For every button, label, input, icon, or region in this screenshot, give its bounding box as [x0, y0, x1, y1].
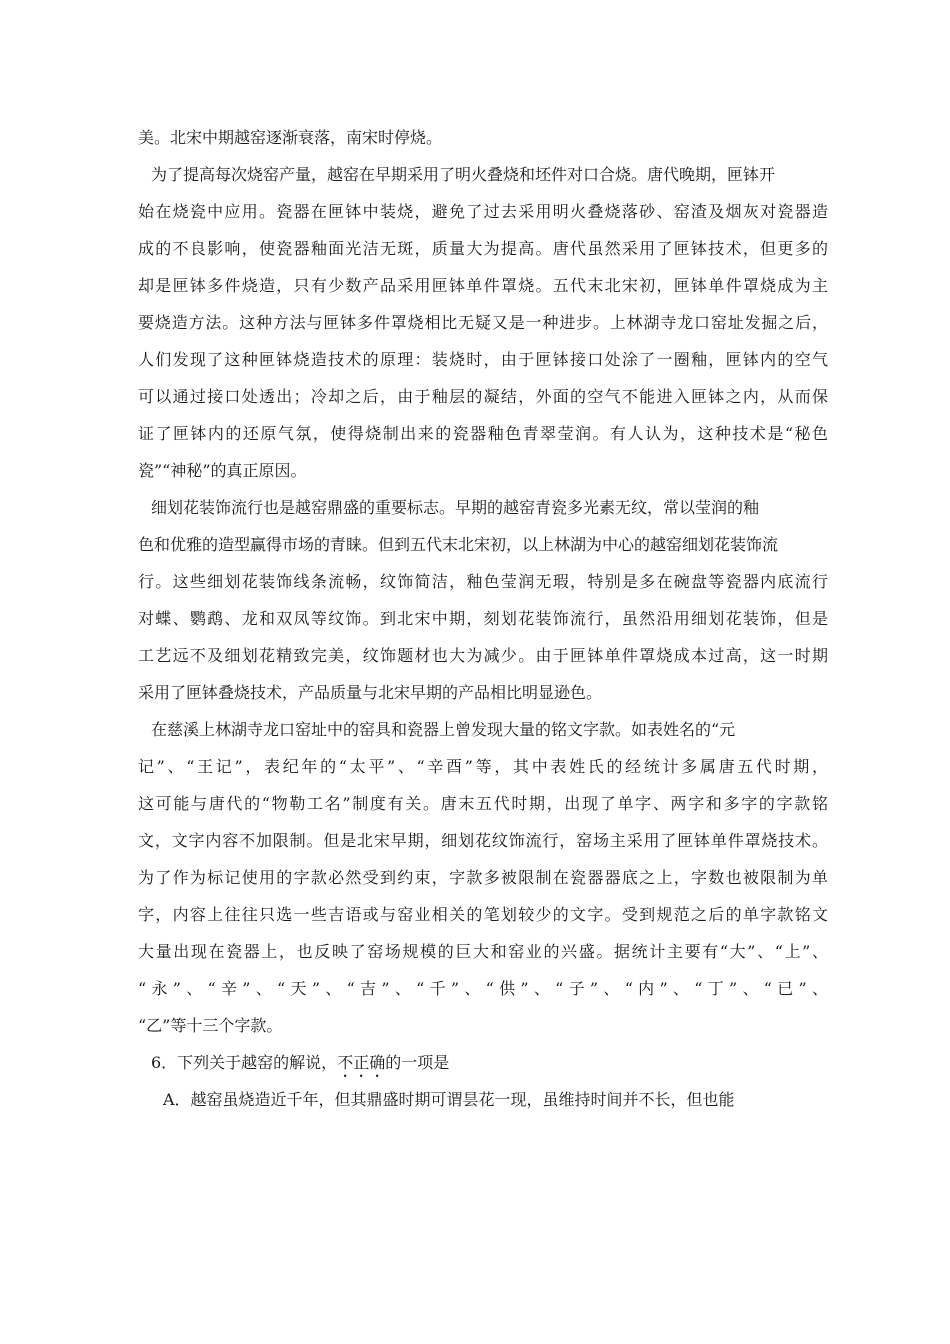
text-line: 却是匣钵多件烧造，只有少数产品采用匣钵单件罩烧。五代末北宋初，匣钵单件罩烧成为主 — [138, 276, 828, 295]
text-line: 色和优雅的造型赢得市场的青睐。但到五代末北宋初，以上林湖为中心的越窑细划花装饰流 — [138, 535, 779, 554]
text-line: 证了匣钵内的还原气氛，使得烧制出来的瓷器釉色青翠莹润。有人认为，这种技术是“秘色 — [138, 424, 828, 443]
option-a: A．越窑虽烧造近千年，但其鼎盛时期可谓昙花一现，虽维持时间并不长，但也能 — [163, 1090, 735, 1109]
text-line: 瓷”“神秘”的真正原因。 — [138, 461, 307, 480]
text-line: 美。北宋中期越窑逐渐衰落，南宋时停烧。 — [138, 128, 443, 147]
paragraph-first-line: 在慈溪上林湖寺龙口窑址中的窑具和瓷器上曾发现大量的铭文字款。如表姓名的“元 — [151, 720, 736, 739]
question-6 — [151, 1053, 449, 1081]
text-line: 人们发现了这种匣钵烧造技术的原理：装烧时，由于匣钵接口处涂了一圈釉，匣钵内的空气 — [138, 350, 828, 369]
text-line: 为了作为标记使用的字款必然受到约束，字款多被限制在瓷器器底之上，字数也被限制为单 — [138, 868, 828, 887]
question-suffix: 的一项是 — [385, 1053, 450, 1072]
text-line: 对蝶、鹦鹉、龙和双凤等纹饰。到北宋中期，刻划花装饰流行，虽然沿用细划花装饰，但是 — [138, 609, 828, 628]
text-line: 采用了匣钵叠烧技术，产品质量与北宋早期的产品相比明显逊色。 — [138, 683, 603, 702]
text-line: 这可能与唐代的“物勒工名”制度有关。唐末五代时期，出现了单字、两字和多字的字款铭 — [138, 794, 828, 813]
question-emphasis: 不正确 — [337, 1053, 386, 1072]
text-line: 工艺远不及细划花精致完美，纹饰题材也大为减少。由于匣钵单件罩烧成本过高，这一时期 — [138, 646, 828, 665]
text-line: 始在烧瓷中应用。瓷器在匣钵中装烧，避免了过去采用明火叠烧落砂、窑渣及烟灰对瓷器造 — [138, 202, 828, 221]
text-line: 文，文字内容不加限制。但是北宋早期，细划花纹饰流行，窑场主采用了匣钵单件罩烧技术。 — [138, 831, 828, 850]
text-line: “乙”等十三个字款。 — [138, 1016, 283, 1035]
question-prefix: 6．下列关于越窑的解说， — [151, 1053, 338, 1072]
paragraph-first-line: 为了提高每次烧窑产量，越窑在早期采用了明火叠烧和坯件对口合烧。唐代晚期，匣钵开 — [151, 165, 776, 184]
text-line: 字，内容上往往只选一些吉语或与窑业相关的笔划较少的文字。受到规范之后的单字款铭文 — [138, 905, 828, 924]
text-line: 可以通过接口处透出；冷却之后，由于釉层的凝结，外面的空气不能进入匣钵之内，从而保 — [138, 387, 828, 406]
paragraph-first-line: 细划花装饰流行也是越窑鼎盛的重要标志。早期的越窑青瓷多光素无纹，常以莹润的釉 — [151, 498, 760, 517]
text-line: 要烧造方法。这种方法与匣钵多件罩烧相比无疑又是一种进步。上林湖寺龙口窑址发掘之后， — [138, 313, 828, 332]
text-line: 成的不良影响，使瓷器釉面光洁无斑，质量大为提高。唐代虽然采用了匣钵技术，但更多的 — [138, 239, 828, 258]
text-line: 记”、“王记”，表纪年的“太平”、“辛酉”等，其中表姓氏的经统计多属唐五代时期， — [138, 757, 828, 776]
text-line: 大量出现在瓷器上，也反映了窑场规模的巨大和窑业的兴盛。据统计主要有“大”、“上”、 — [138, 942, 828, 961]
text-line: 行。这些细划花装饰线条流畅，纹饰简洁，釉色莹润无瑕，特别是多在碗盘等瓷器内底流行 — [138, 572, 828, 591]
text-line: “永”、“辛”、“天”、“吉”、“千”、“供”、“子”、“内”、“丁”、“已”、 — [138, 979, 828, 998]
